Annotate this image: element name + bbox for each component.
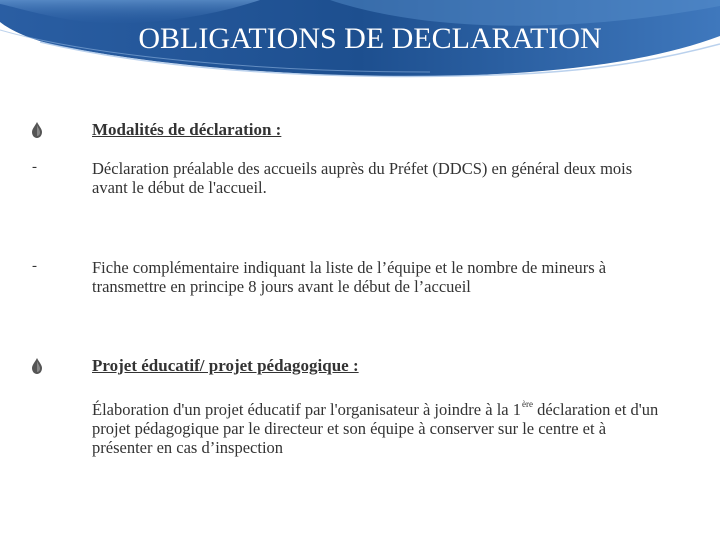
body-text-part2: déclaration et d'un projet pédagogique par le directeur et son équipe à conserver sur le centre et à présenter en cas d’inspection bbox=[92, 400, 659, 457]
item-text: Déclaration préalable des accueils auprès du Préfet (DDCS) en général deux mois avant le début de l'accueil. bbox=[92, 159, 633, 197]
section-body bbox=[0, 395, 720, 457]
section-heading: Projet éducatif/ projet pédagogique : bbox=[92, 356, 359, 375]
body-text bbox=[92, 395, 667, 457]
body-text-part1: Élaboration d'un projet éducatif par l'organisateur à joindre à la 1 bbox=[92, 400, 521, 419]
list-item bbox=[0, 159, 720, 201]
title-banner bbox=[0, 0, 720, 82]
ordinal-superscript: ère bbox=[521, 399, 533, 409]
list-item bbox=[0, 258, 720, 300]
dash-marker: - bbox=[32, 159, 37, 175]
tri-drop-bullet-icon bbox=[30, 358, 44, 374]
section-projet bbox=[0, 356, 720, 378]
item-text: Fiche complémentaire indiquant la liste de l’équipe et le nombre de mineurs à transmettre en principe 8 jours avant le début de l’accueil bbox=[92, 258, 607, 296]
tri-drop-bullet-icon bbox=[30, 122, 44, 138]
section-modalites bbox=[0, 120, 720, 142]
slide-title: OBLIGATIONS DE DECLARATION bbox=[138, 22, 602, 55]
section-heading: Modalités de déclaration : bbox=[92, 120, 282, 139]
dash-marker: - bbox=[32, 258, 37, 274]
